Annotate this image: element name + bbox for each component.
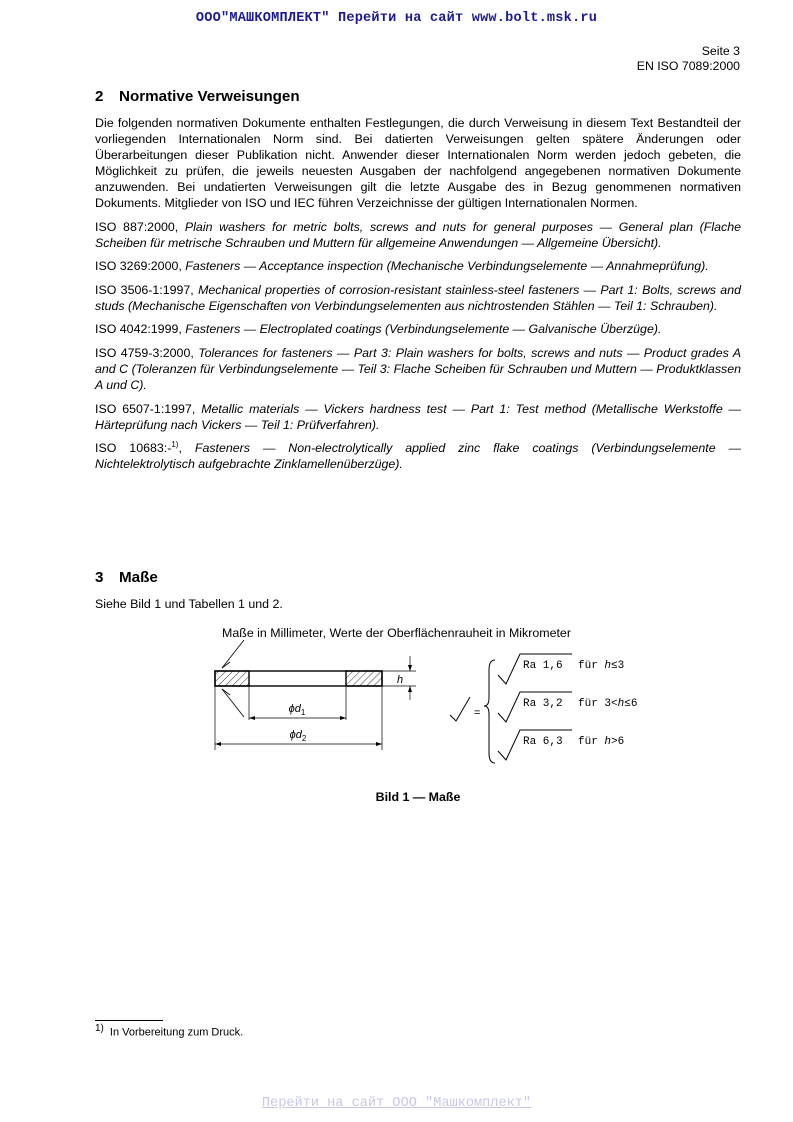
reference-list [95, 219, 741, 473]
reference-code: ISO 4042:1999, [95, 322, 182, 337]
reference-title: Metallic materials — Vickers hardness test — Part 1: Test method (Metallische Werkstoffe — Härteprüfung nach Vickers — Teil 1: Prüfverfahren). [95, 401, 742, 432]
roughness-condition: für 3<h≤6 [578, 698, 638, 710]
roughness-condition: für h≤3 [578, 660, 625, 672]
roughness-legend [450, 654, 637, 763]
section-2-intro: Die folgenden normativen Dokumente enthalten Festlegungen, die durch Verweisung in diesem Text Bestandteil der vorliegenden Internationalen Norm sind. Bei datierten Verweisungen gelten spätere Änderungen oder Überarbeitungen dieser Publikation nicht. Anwender dieser Internationalen Norm werden jedoch gebeten, die Möglichkeit zu prüfen, die jeweils neuesten Ausgaben der nachfolgend angegebenen normativen Dokumente anzuwenden. Bei undatierten Verweisungen gilt die letzte Ausgabe des in Bezug genommenen normativen Dokuments. Mitglieder von ISO und IEC führen Verzeichnisse der gültigen Internationalen Normen. [95, 116, 741, 210]
reference-item [95, 401, 741, 433]
reference-title: Fasteners — Electroplated coatings (Verbindungselemente — Galvanische Überzüge). [185, 322, 662, 337]
label-d1: $\phi d_1$ [288, 703, 306, 717]
reference-item [95, 282, 741, 314]
roughness-value: Ra 6,3 [523, 736, 563, 748]
roughness-leader-top [222, 640, 244, 668]
section-3-title: Maße [119, 569, 158, 586]
footnote [95, 1023, 243, 1039]
top-banner-link[interactable]: ООО"МАШКОМПЛЕКТ" Перейти на сайт www.bolt.msk.ru [195, 11, 598, 26]
footnote-text: In Vorbereitung zum Druck. [109, 1026, 244, 1039]
reference-title: Fasteners — Acceptance inspection (Mechanische Verbindungselemente — Annahmeprüfung). [185, 259, 709, 274]
figure-caption: Bild 1 — Maße [375, 790, 461, 804]
reference-item [95, 345, 741, 393]
footnote-separator [95, 1020, 163, 1021]
section-2-body [95, 115, 741, 480]
legend-equals: = [474, 707, 481, 719]
reference-item [95, 219, 741, 251]
reference-title: Tolerances for fasteners — Part 3: Plain washers for bolts, screws and nuts — Product grades A and C (Toleranzen für Verbindungselemente — Teil 3: Flache Scheiben für Schrauben und Muttern — Produktklassen A und C). [95, 345, 741, 392]
roughness-symbol-main [450, 697, 470, 721]
reference-code: ISO 6507-1:1997, [95, 401, 196, 416]
page-number: Seite 3 [701, 44, 740, 58]
reference-title: Fasteners — Non-electrolytically applied zinc flake coatings (Verbindungselemente — Nichtelektrolytisch aufgebrachte Zinklamellenüberzüge). [95, 441, 742, 472]
bottom-site-link[interactable]: Перейти на сайт ООО "Машкомплект" [261, 1096, 532, 1111]
reference-code: ISO 3269:2000, [95, 259, 182, 274]
washer-left-hatch [215, 671, 249, 686]
roughness-value: Ra 3,2 [523, 698, 563, 710]
section-3-number: 3 [95, 569, 104, 586]
reference-item [95, 321, 741, 337]
washer-section-drawing [215, 640, 416, 750]
reference-title: Plain washers for metric bolts, screws and nuts for general purposes — General plan (Flache Scheiben für metrische Schrauben und Muttern für allgemeine Anwendungen — Allgemeine Übersicht). [95, 219, 741, 250]
label-h: h [397, 674, 404, 686]
reference-item [95, 258, 741, 274]
reference-item: ISO 10683:-$^{1)}$, Fasteners — Non-electrolytically applied zinc flake coatings (Verbindungselemente — Nichtelektrolytisch aufgebrachte Zinklamellenüberzüge). [95, 440, 742, 472]
section-2-heading [95, 88, 300, 105]
section-2-number: 2 [95, 88, 104, 105]
washer-figure [200, 640, 640, 775]
section-3-heading [95, 569, 158, 586]
roughness-value: Ra 1,6 [523, 660, 563, 672]
footnote-mark: 1) [95, 1023, 104, 1034]
reference-footnote-mark: 1) [171, 440, 179, 450]
section-2-title: Normative Verweisungen [119, 88, 300, 105]
washer-right-hatch [346, 671, 382, 686]
reference-title: Mechanical properties of corrosion-resistant stainless-steel fasteners — Part 1: Bolts, screws and studs (Mechanische Eigenschaften von Verbindungselementen aus nichtrostenden Stählen — Teil 1: Schrauben). [95, 282, 741, 313]
figure-units-note: Maße in Millimeter, Werte der Oberflächenrauheit in Mikrometer [222, 626, 571, 640]
reference-code: ISO 3506-1:1997, [95, 282, 194, 297]
roughness-leader-bottom [222, 689, 244, 717]
reference-code: ISO 10683:- [95, 441, 172, 456]
roughness-condition: für h>6 [578, 736, 625, 748]
label-d2: $\phi d_2$ [289, 729, 307, 743]
section-3-text: Siehe Bild 1 und Tabellen 1 und 2. [95, 597, 283, 611]
standard-number: EN ISO 7089:2000 [636, 59, 740, 73]
reference-code: ISO 4759-3:2000, [95, 345, 194, 360]
page-header [637, 44, 740, 74]
legend-brace [484, 660, 495, 763]
reference-code: ISO 887:2000, [95, 219, 179, 234]
